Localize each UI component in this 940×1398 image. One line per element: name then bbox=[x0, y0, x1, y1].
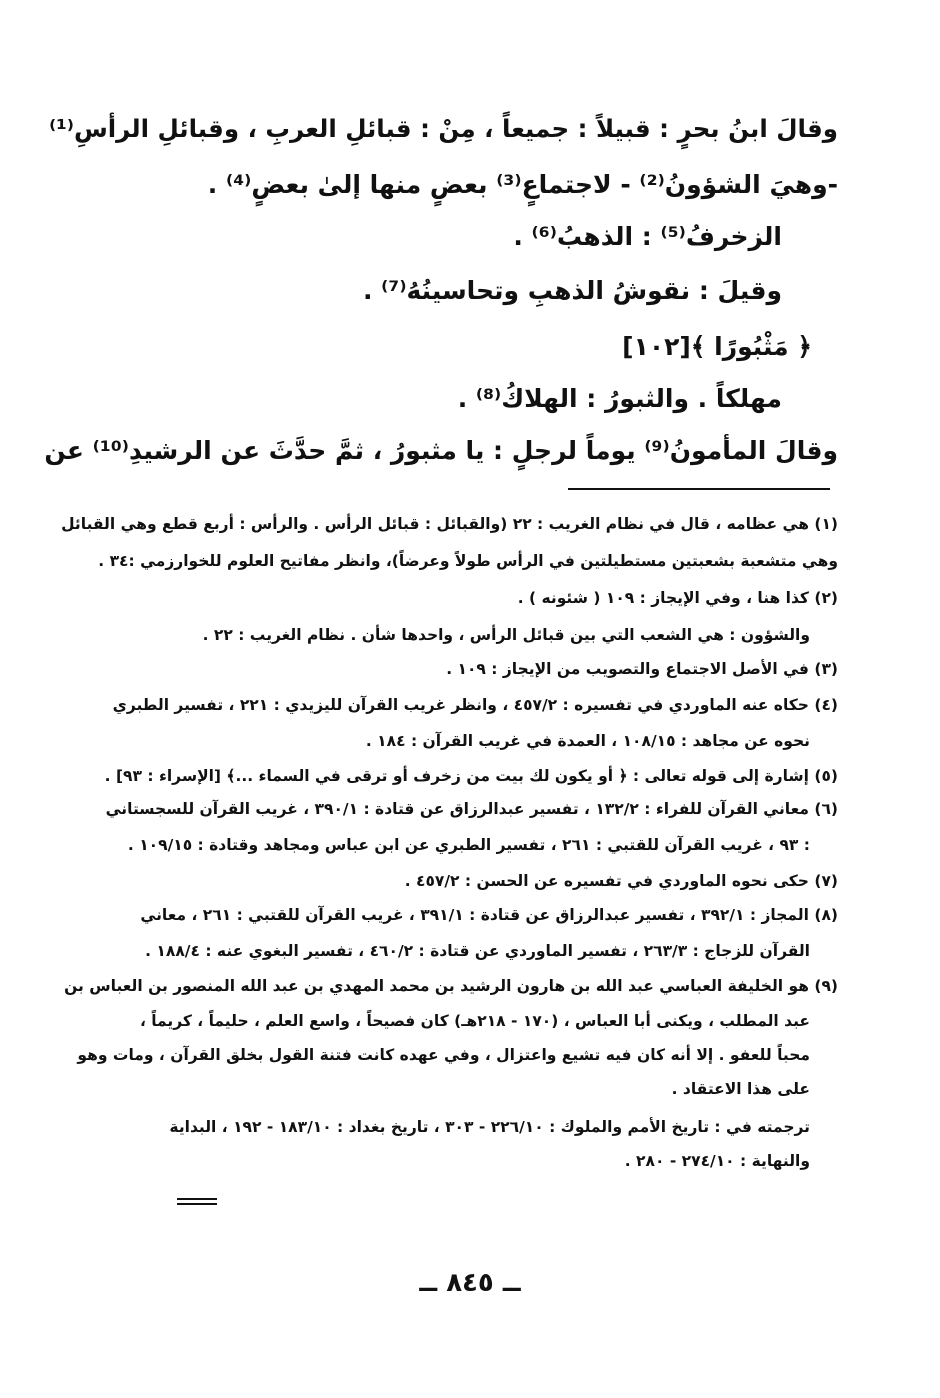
footnote-line: (١) هي عظامه ، قال في نظام الغريب : ٢٢ (والقبائل : قبائل الرأس . والرأس : أربع قطع وهي القبائل bbox=[61, 515, 838, 533]
footnote-line: (٣) في الأصل الاجتماع والتصويب من الإيجاز : ١٠٩ . bbox=[446, 660, 838, 678]
footnote-line: على هذا الاعتقاد . bbox=[671, 1080, 810, 1098]
footnote-line: محباً للعفو . إلا أنه كان فيه تشيع واعتزال ، وفي عهده كانت فتنة القول بخلق القرآن ، ومات وهو bbox=[77, 1046, 810, 1064]
footnote-line: والشؤون : هي الشعب التي بين قبائل الرأس ، واحدها شأن . نظام الغريب : ٢٢ . bbox=[202, 626, 810, 644]
main-line-7: وقالَ المأمونُ⁽⁹⁾ يوماً لرجلٍ : يا مثبورُ ، ثمَّ حدَّثَ عن الرشيدِ⁽¹⁰⁾ عن bbox=[44, 436, 838, 465]
footnote-line: عبد المطلب ، ويكنى أبا العباس ، (١٧٠ - ٢١٨هـ) كان فصيحاً ، واسع العلم ، حليماً ، كريماً ، bbox=[139, 1012, 810, 1030]
footnote-line: : ٩٣ ، غريب القرآن للقتبي : ٢٦١ ، تفسير الطبري عن ابن عباس ومجاهد وقتادة : ١٠٩/١٥ . bbox=[127, 836, 810, 854]
quran-word: ﴿ مَثْبُورًا ﴾[١٠٢] bbox=[622, 332, 812, 361]
footnote-line: (٧) حكى نحوه الماوردي في تفسيره عن الحسن : ٤٥٧/٢ . bbox=[404, 872, 838, 890]
footnote-line: (٤) حكاه عنه الماوردي في تفسيره : ٤٥٧/٢ ، وانظر غريب القرآن لليزيدي : ٢٢١ ، تفسير الطبري bbox=[112, 696, 838, 714]
footnote-line: ترجمته في : تاريخ الأمم والملوك : ٢٢٦/١٠ - ٣٠٣ ، تاريخ بغداد : ١٨٣/١٠ - ١٩٢ ، البداية bbox=[169, 1118, 810, 1136]
footnote-line: القرآن للزجاج : ٢٦٣/٣ ، تفسير الماوردي عن قتادة : ٤٦٠/٢ ، تفسير البغوي عنه : ١٨٨/٤ . bbox=[145, 942, 810, 960]
main-line-2: -وهيَ الشؤونُ⁽²⁾ - لاجتماعٍ⁽³⁾ بعضٍ منها إلىٰ بعضٍ⁽⁴⁾ . bbox=[207, 170, 838, 199]
footnote-line: وهي متشعبة بشعبتين مستطيلتين في الرأس طولاً وعرضاً)، وانظر مفاتيح العلوم للخوارزمي :٣٤ . bbox=[98, 552, 838, 570]
main-line-6: مهلكاً . والثبورُ : الهلاكُ⁽⁸⁾ . bbox=[457, 384, 782, 413]
footnote-line: (٩) هو الخليفة العباسي عبد الله بن هارون الرشيد بن محمد المهدي بن عبد الله المنصور بن العباس بن bbox=[64, 977, 838, 995]
main-line-3: الزخرفُ⁽⁵⁾ : الذهبُ⁽⁶⁾ . bbox=[513, 222, 782, 251]
footnote-line: (٨) المجاز : ٣٩٢/١ ، تفسير عبدالرزاق عن قتادة : ٣٩١/١ ، غريب القرآن للقتبي : ٢٦١ ، معاني bbox=[140, 906, 838, 924]
end-rule-bottom bbox=[177, 1203, 217, 1205]
footnote-separator bbox=[568, 488, 830, 490]
footnote-line: (٢) كذا هنا ، وفي الإيجاز : ١٠٩ ( شئونه ) . bbox=[517, 589, 838, 607]
footnote-line: والنهاية : ٢٧٤/١٠ - ٢٨٠ . bbox=[624, 1152, 810, 1170]
main-line-4: وقيلَ : نقوشُ الذهبِ وتحاسينُهُ⁽⁷⁾ . bbox=[362, 276, 782, 305]
footnote-line: (٥) إشارة إلى قوله تعالى : ﴿ أو يكون لك بيت من زخرف أو ترقى في السماء ...﴾ [الإسراء : ٩٣] . bbox=[104, 767, 838, 785]
footnote-line: نحوه عن مجاهد : ١٠٨/١٥ ، العمدة في غريب القرآن : ١٨٤ . bbox=[365, 732, 810, 750]
main-line-1: وقالَ ابنُ بحرٍ : قبيلاً : جميعاً ، مِنْ : قبائلِ العربِ ، وقبائلِ الرأسِ⁽¹⁾ bbox=[49, 114, 838, 143]
footnote-line: (٦) معاني القرآن للفراء : ١٣٢/٢ ، تفسير عبدالرزاق عن قتادة : ٣٩٠/١ ، غريب القرآن للسجستاني bbox=[105, 800, 838, 818]
end-rule-top bbox=[177, 1198, 217, 1200]
page-number: ــ ٨٤٥ ــ bbox=[419, 1268, 521, 1298]
